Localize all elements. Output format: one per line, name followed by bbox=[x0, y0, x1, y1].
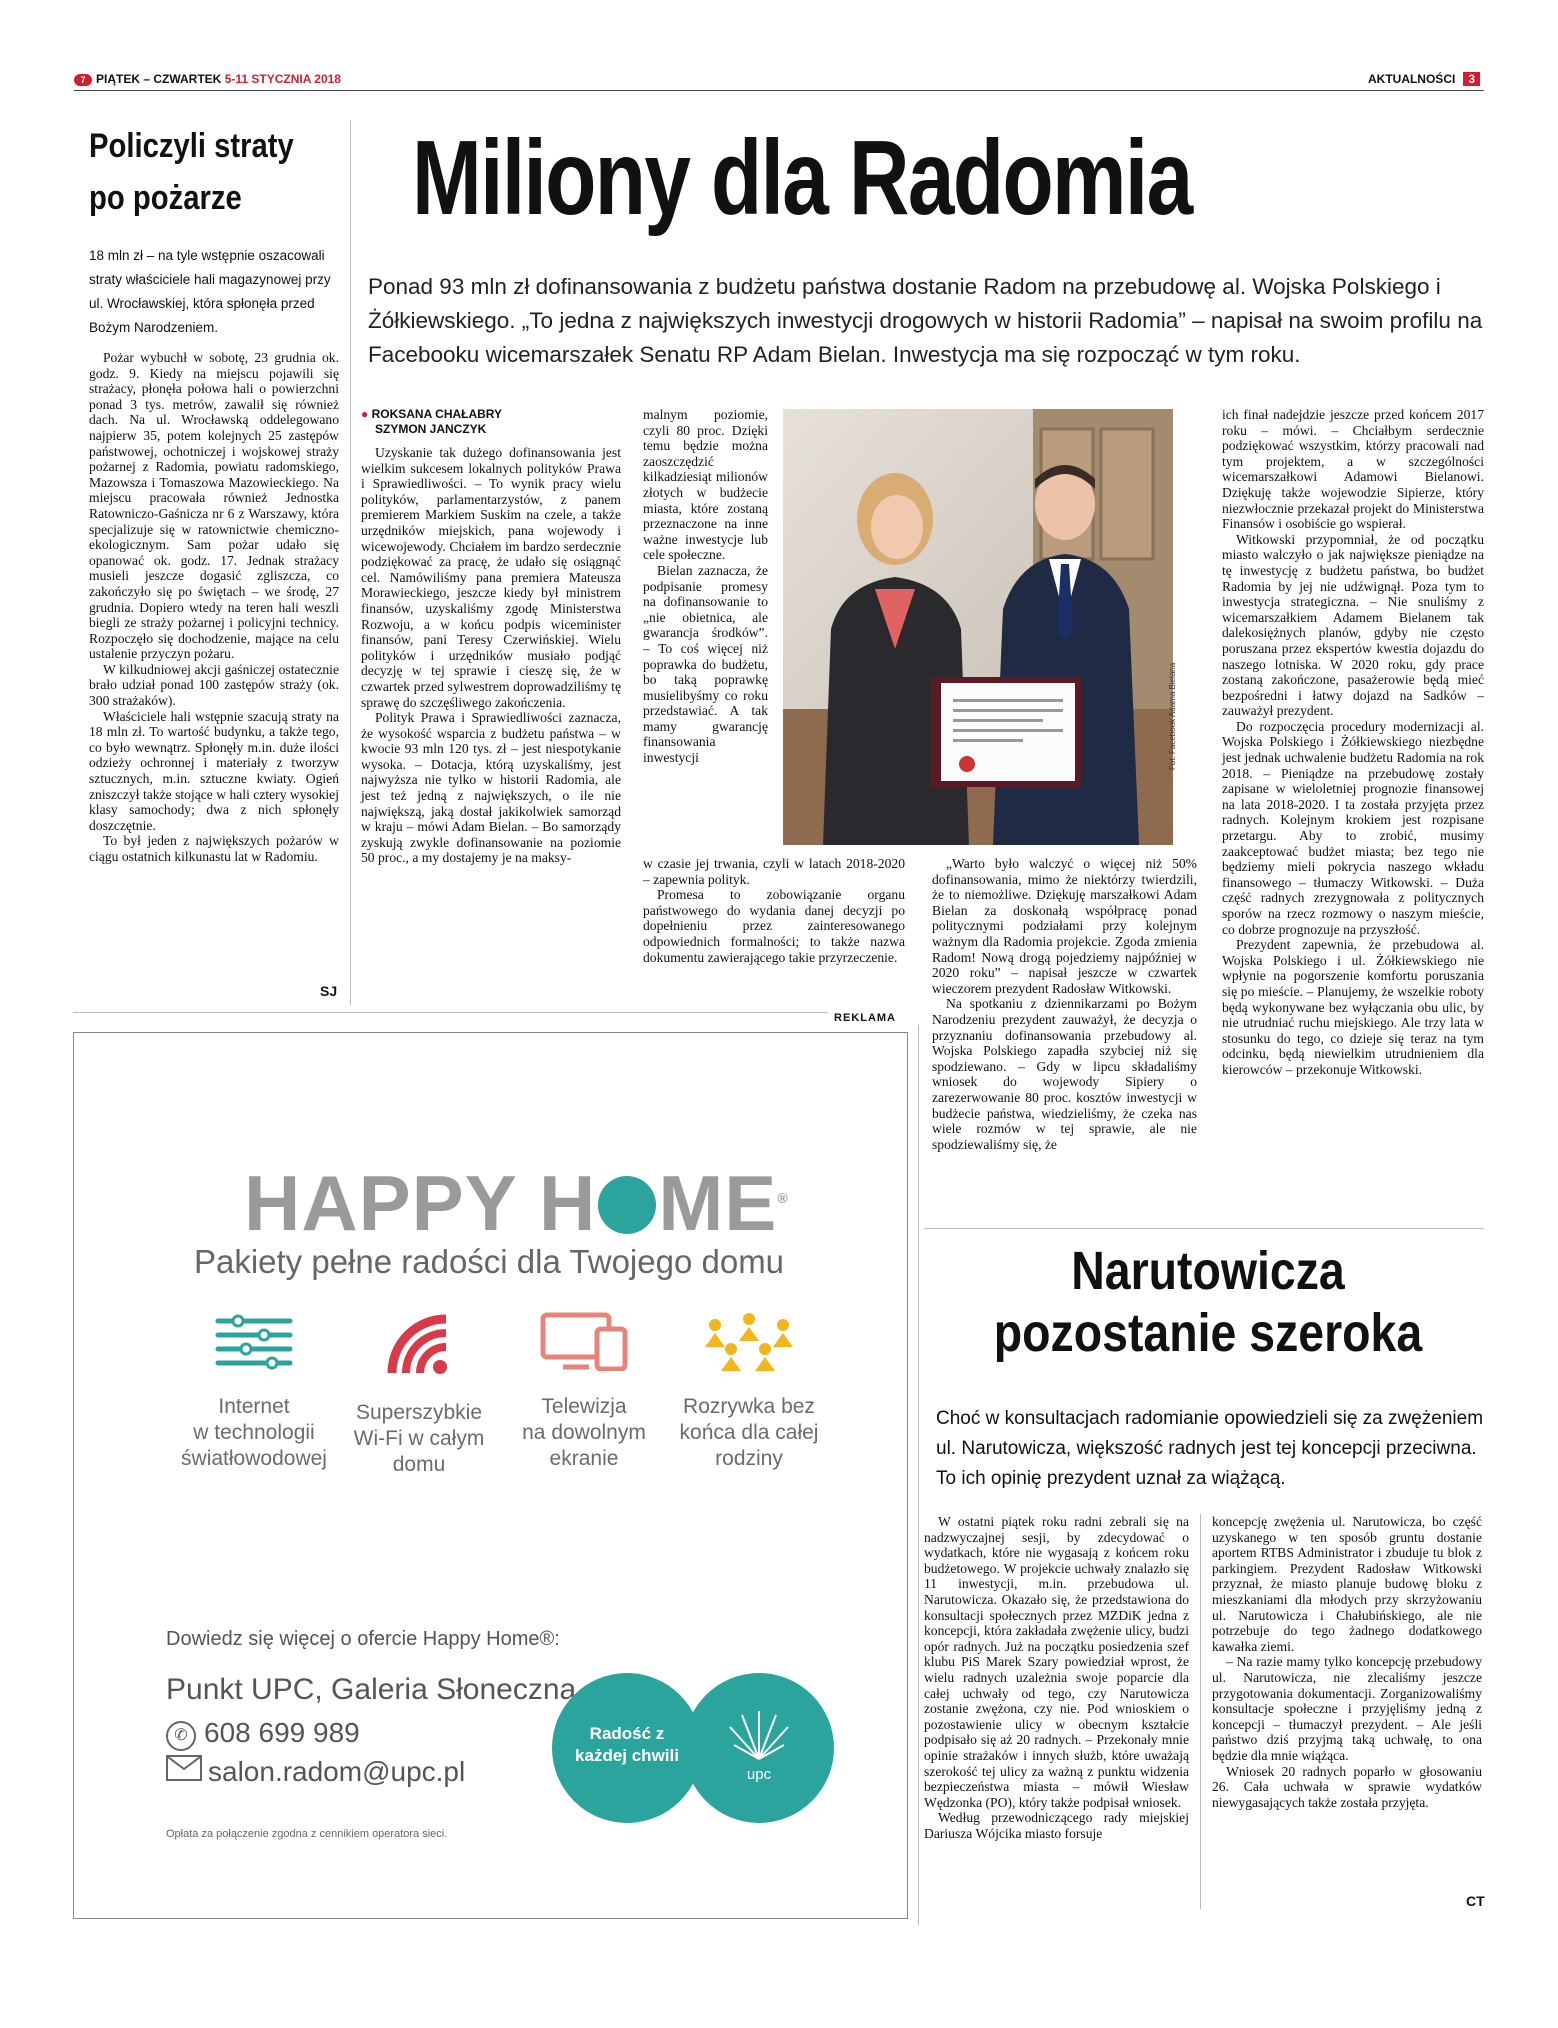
main-col-3 bbox=[932, 856, 1197, 1152]
ad-feature-wifi bbox=[339, 1311, 499, 1478]
narutowicza-col-2 bbox=[1212, 1514, 1482, 1810]
phone-number: 608 699 989 bbox=[204, 1717, 360, 1748]
main-lead: Ponad 93 mln zł dofinansowania z budżetu państwa dostanie Radom na przebudowę al. Wojska Polskiego i Żółkiewskiego. „To jedna z największych inwestycji drogowych w historii Radomia” – napisał na swoim profilu na Facebooku wicemarszałek Senatu RP Adam Bielan. Inwestycja ma się rozpocząć w tym roku. bbox=[368, 274, 1483, 367]
left-article-body bbox=[89, 350, 339, 865]
headline-line: Narutowicza bbox=[1071, 1241, 1345, 1301]
paragraph: W kilkudniowej akcji gaśniczej ostatecznie brało udział ponad 100 zastępów straży (ok. 300 strażaków). bbox=[89, 661, 339, 709]
paragraph: Na spotkaniu z dziennikarzami po Bożym Narodzeniu prezydent zauważył, że decyzja o przyznaniu dofinansowania przebudowy al. Wojska Polskiego zapadła szybciej niż się spodziewano. – Gdy w lipcu składaliśmy wniosek do wojewody Sipiery o zarezerwowanie 80 proc. kosztów inwestycji w budżecie państwa, wiedzieliśmy, że czeka nas wiele rozmów w tej sprawie, ale nie spodziewaliśmy się, że bbox=[932, 996, 1197, 1152]
article-separator-rule bbox=[924, 1228, 1484, 1229]
narutowicza-signature: CT bbox=[1466, 1893, 1485, 1909]
feature-line: światłowodowej bbox=[181, 1447, 327, 1470]
column-divider bbox=[1200, 1514, 1201, 1909]
paragraph: malnym poziomie, czyli 80 proc. Dzięki temu będzie można zaoszczędzić kilkadziesiąt milionów złotych w budżecie miasta, które zostaną przeznaczone na inne ważne inwestycje lub cele społeczne. bbox=[643, 407, 768, 563]
devices-icon bbox=[539, 1311, 629, 1371]
registered-mark: ® bbox=[777, 1190, 789, 1206]
paragraph: – Na razie mamy tylko koncepcję przebudowy ul. Narutowicza, nie zlecaliśmy jeszcze przygotowania dokumentacji. Zorganizowaliśmy konsultacje społeczne i przyjęliśmy jedną z koncepcji – tłumaczył prezydent. – Ale jeśli państwo dziś przyjmą taką uchwałę, to ona będzie dla mnie wiążąca. bbox=[1212, 1654, 1482, 1763]
brand-text-end: ME bbox=[658, 1159, 778, 1247]
paragraph: „Warto było walczyć o więcej niż 50% dofinansowania, mimo że niektórzy twierdzili, że to niemożliwe. Dziękuję marszałkowi Adam Bielan za doskonałą współpracę ponad politycznymi podziałami przy kolejnym ważnym dla Radomia projekcie. Zgoda zmienia Radom! Nową drogą pojedziemy najpóźniej w 2020 roku” – napisał jeszcze w czwartek wieczorem prezydent Radosław Witkowski. bbox=[932, 856, 1197, 996]
paragraph: Witkowski przypomniał, że od początku miasto walczyło o jak największe pieniądze na tę inwestycję z budżetu państwa, bo budżet Radomia by jej nie udźwignął. Poza tym to inwestycja strategiczna. – Nie snuliśmy z wicemarszałkiem Adamem Bielanem tak dalekosiężnych planów, gdyby nie często poruszana przez ekspertów kwestia dojazdu do naszego lotniska. W 2020 roku, gdy prace zostaną zakończone, pasażerowie będą mieć bezpośredni i łatwy dojazd na Sadków – zauważył prezydent. bbox=[1222, 531, 1484, 719]
feature-line: Internet bbox=[218, 1395, 290, 1418]
newspaper-logo: 7 bbox=[74, 74, 92, 86]
issue-date: 5-11 STYCZNIA 2018 bbox=[224, 72, 341, 86]
fiber-icon bbox=[214, 1311, 294, 1371]
header-rule bbox=[74, 90, 1484, 91]
feature-line: w technologii bbox=[193, 1421, 315, 1444]
phone-icon: ✆ bbox=[166, 1721, 196, 1751]
feature-line: ekranie bbox=[549, 1447, 619, 1470]
header-date-line bbox=[74, 72, 341, 86]
day-label: PIĄTEK – CZWARTEK bbox=[96, 72, 222, 86]
feature-line: Superszybkie bbox=[355, 1401, 483, 1424]
wifi-icon bbox=[384, 1311, 454, 1377]
section-header bbox=[1368, 72, 1480, 86]
left-article-title: Policzyli straty po pożarze bbox=[89, 127, 294, 217]
page-number: 3 bbox=[1463, 72, 1480, 86]
ad-feature-family bbox=[669, 1311, 829, 1472]
feature-line: domu bbox=[392, 1453, 446, 1476]
ad-store-location: Punkt UPC, Galeria Słoneczna bbox=[166, 1673, 577, 1706]
narutowicza-col-1 bbox=[924, 1514, 1189, 1841]
paragraph: Wniosek 20 radnych poparło w głosowaniu 26. Cała uchwała w sprawie wydatków niewygasających także została przyjęta. bbox=[1212, 1763, 1482, 1810]
feature-label bbox=[339, 1400, 499, 1478]
paragraph: Właściciele hali wstępnie szacują straty na 18 mln zł. To wartość budynku, a także tego, co było wewnątrz. Spłonęły m.in. duże ilości odzieży ochronnej i materiały z tworzyw sztucznych, m.in. sztuczne kwiaty. Ogień zniszczył także stojące w hali cztery wysokiej klasy samochody; dwa z nich spłonęły doszczętnie. bbox=[89, 708, 339, 833]
bullet-icon: ● bbox=[361, 407, 369, 421]
headline-line: pozostanie szeroka bbox=[993, 1303, 1423, 1363]
byline bbox=[361, 407, 502, 437]
feature-label bbox=[504, 1394, 664, 1472]
paragraph: W ostatni piątek roku radni zebrali się na nadzwyczajnej sesji, by zdecydować o wydatkach, które nie wygasają z końcem roku budżetowego. W projekcie uchwały znalazło się 11 inwestycji, m.in. przebudowa ul. Narutowicza. Okazało się, że przedstawiona do konsultacji społecznych przez MZDiK jedna z koncepcji, która zakładała zwężenie ulicy, budzi opór radnych. Już na początku posiedzenia szef klubu PiS Marek Szary powiedział wprost, że wielu radnych uzależnia swoje poparcie dla całej uchwały od tego, czy Narutowicza zostanie zwężona, czy nie. Pod wnioskiem o pozostawienie ulicy w obecnym kształcie podpisało się aż 20 radnych. – Przekonały mnie opinie strażaków i innych służb, które uważają szerokość tej ulicy za ważną z punktu widzenia bezpieczeństwa miasta – mówił Wiesław Wędzonka (PO), który także podpisał wniosek. bbox=[924, 1514, 1189, 1810]
photo-illustration bbox=[783, 409, 1173, 845]
feature-line: końca dla całej bbox=[679, 1421, 819, 1444]
article-photo bbox=[783, 409, 1173, 845]
paragraph: koncepcję zwężenia ul. Narutowicza, bo część uzyskanego w ten sposób gruntu dostanie aportem RTBS Administrator i zbuduje tu blok z parkingiem. Prezydent Radosław Witkowski przyznał, że miasto planuje budowę bloku z mieszkaniami dla młodych przy skrzyżowaniu ul. Narutowicza i Chałubińskiego, ale nie potrzebuje do tego żadnego dodatkowego kawałka ziemi. bbox=[1212, 1514, 1482, 1654]
main-col-1 bbox=[361, 445, 621, 866]
paragraph: Uzyskanie tak dużego dofinansowania jest wielkim sukcesem lokalnych polityków Prawa i Sprawiedliwości. – To wynik pracy wielu polityków, parlamentarzystów, z panem premierem Markiem Suskim na czele, a także urzędników miejskich, pana wojewody i wicewojewody. Chciałem im bardzo serdecznie podziękować za pracę, że udało się osiągnąć cel. Namówiliśmy pana premiera Mateusza Morawieckiego, jeszcze kiedy był ministrem finansów, uzyskaliśmy zgodę Ministerstwa Rozwoju, a w końcu podpis wiceminister finansów, pani Teresy Czerwińskiej. Wielu polityków i urzędników musiało podjąć decyzję w tej sprawie i cieszę się, że w czwartek przed sylwestrem doprowadziliśmy tę sprawę do szczęśliwego zakończenia. bbox=[361, 445, 621, 710]
people-icon bbox=[701, 1311, 797, 1371]
upc-logo-bubble bbox=[684, 1673, 834, 1823]
left-article-lead: 18 mln zł – na tyle wstępnie oszacowali straty właściciele hali magazynowej przy ul. Wrocławskiej, która spłonęła przed Bożym Narodzeniem. bbox=[89, 248, 331, 335]
ad-separator-rule bbox=[73, 1012, 828, 1013]
main-col-2-bottom bbox=[643, 856, 905, 965]
main-col-4 bbox=[1222, 407, 1484, 1078]
section-name: AKTUALNOŚCI bbox=[1367, 72, 1456, 86]
ad-phone[interactable] bbox=[166, 1717, 360, 1751]
paragraph: ich finał nadejdzie jeszcze przed końcem 2017 roku – mówi. – Chciałbym serdecznie podziękować wszystkim, którzy pracowali nad tym projektem, a w szczególności wicemarszałkowi Adamowi Bielanowi. Dziękuję także wojewodzie Sipierze, który niezwłocznie przekazał projekt do Ministerstwa Finansów i osobiście go wspierał. bbox=[1222, 407, 1484, 532]
ad-email[interactable] bbox=[166, 1755, 465, 1788]
ad-more-info: Dowiedz się więcej o ofercie Happy Home®: bbox=[166, 1628, 560, 1650]
column-divider bbox=[350, 120, 351, 1005]
ad-feature-internet bbox=[174, 1311, 334, 1472]
paragraph: To był jeden z największych pożarów w ciągu ostatnich kilkunastu lat w Radomiu. bbox=[89, 833, 339, 864]
paragraph: Pożar wybuchł w sobotę, 23 grudnia ok. godz. 9. Kiedy na miejscu pojawili się strażacy, płonęła połowa hali o powierzchni ponad 3 tys. metrów, zawalił się również dach. Na ul. Wrocławską oddelegowano najpierw 35, potem kolejnych 25 zastępów państwowej, ochotniczej i wojskowej straży pożarnej z Radomia, powiatu radomskiego, Mazowsza i Tomaszowa Mazowieckiego. Na miejscu pracowała również Jednostka Ratowniczo-Gaśnicza nr 6 z Warszawy, która specjalizuje się w ratownictwie chemiczno-ekologicznym. Sam pożar udało się opanować ok. godz. 17. Jednak strażacy musieli jeszcze dogasić zgliszcza, co zakończyło się po świętach – we środę, 27 grudnia. Dopiero wtedy na teren hali weszli biegli ze straży pożarnej i policyjni technicy. Rozpoczęło się dochodzenie, mające na celu ustalenie przyczyn pożaru. bbox=[89, 350, 339, 662]
ad-fine-print: Opłata za połączenie zgodna z cennikiem operatora sieci. bbox=[166, 1828, 448, 1840]
narutowicza-lead: Choć w konsultacjach radomianie opowiedzieli się za zwężeniem ul. Narutowicza, większość radnych jest tej koncepcji przeciwna. To ich opinię prezydent uznał za wiążącą. bbox=[936, 1408, 1484, 1489]
left-article-signature: SJ bbox=[320, 983, 338, 999]
advertisement[interactable] bbox=[73, 1032, 908, 1919]
brand-o-icon bbox=[598, 1176, 656, 1234]
paragraph: w czasie jej trwania, czyli w latach 2018-2020 – zapewnia polityk. bbox=[643, 856, 905, 887]
paragraph: Bielan zaznacza, że podpisanie promesy na dofinansowanie to „nie obietnica, ale gwarancja środków”. – To coś więcej niż poprawka do budżetu, bo taką poprawkę musielibyśmy co roku przedstawiać. A tak mamy gwarancję finansowania inwestycji bbox=[643, 562, 768, 766]
column-divider bbox=[918, 1025, 919, 1925]
author-1: ROKSANA CHAŁABRY bbox=[371, 407, 503, 421]
photo-credit: Fot. Facebook Adama Bielana bbox=[1168, 662, 1177, 770]
ad-brand-logo bbox=[244, 1158, 789, 1249]
email-address: salon.radom@upc.pl bbox=[208, 1756, 466, 1787]
main-col-2 bbox=[643, 407, 768, 766]
ad-label: REKLAMA bbox=[834, 1012, 896, 1024]
slogan-bubble bbox=[552, 1673, 702, 1823]
paragraph: Promesa to zobowiązanie organu państwowego do wydania danej decyzji po dopełnieniu przez zainteresowanego odpowiednich formalności; to także nazwa dokumentu zawierającego takie przyrzeczenie. bbox=[643, 887, 905, 965]
feature-line: Wi-Fi w całym bbox=[353, 1427, 485, 1450]
paragraph: Prezydent zapewnia, że przebudowa al. Wojska Polskiego i ul. Żółkiewskiego nie wpłynie na pogorszenie komfortu poruszania się po mieście. – Planujemy, że wszelkie roboty będą wykonywane bez wyłączania obu ulic, by nie utrudniać ruchu miejskiego. Ale trzy lata w stosunku do tego, co dzieje się teraz na tym odcinku, będą niewielkim utrudnieniem dla kierowców – przekonuje Witkowski. bbox=[1222, 937, 1484, 1077]
paragraph: Według przewodniczącego rady miejskiej Dariusza Wójcika miasto forsuje bbox=[924, 1810, 1189, 1841]
ad-tagline: Pakiety pełne radości dla Twojego domu bbox=[193, 1243, 785, 1280]
feature-line: na dowolnym bbox=[522, 1421, 646, 1444]
slogan-line: każdej chwili bbox=[575, 1746, 679, 1765]
narutowicza-headline bbox=[980, 1240, 1436, 1364]
author-2: SZYMON JANCZYK bbox=[375, 422, 487, 436]
ad-feature-tv bbox=[504, 1311, 664, 1472]
feature-label bbox=[174, 1394, 334, 1472]
paragraph: Do rozpoczęcia procedury modernizacji al. Wojska Polskiego i Żółkiewskiego niezbędne jest jednak uchwalenie budżetu Radomia na rok 2018. – Pieniądze na przebudowę zostały zapisane w wieloletniej prognozie finansowej na lata 2018-2020. I ta została przyjęta przez radnych. Kolejnym krokiem jest rozpisane przetargu. Aby to zrobić, musimy zaakceptować budżet miasta; bez tego nie będziemy mieli pokrycia naszego wkładu finansowego – tłumaczy Witkowski. – Duża część radnych zrezygnowała z politycznych sporów na rzecz rozmowy o naszym mieście, co dobrze prognozuje na przyszłość. bbox=[1222, 718, 1484, 937]
slogan-line: Radość z bbox=[589, 1724, 665, 1743]
upc-logo-icon bbox=[724, 1699, 794, 1769]
feature-label bbox=[669, 1394, 829, 1472]
envelope-icon bbox=[166, 1755, 202, 1781]
feature-line: rodziny bbox=[715, 1447, 783, 1470]
upc-label: upc bbox=[746, 1766, 772, 1783]
feature-line: Telewizja bbox=[541, 1395, 627, 1418]
feature-line: Rozrywka bez bbox=[683, 1395, 815, 1418]
paragraph: Polityk Prawa i Sprawiedliwości zaznacza, że wysokość wsparcia z budżetu państwa – w kwocie 93 mln 120 tys. zł – jest niespotykanie wysoka. – Dotacja, którą uzyskaliśmy, jest najwyższa nie tylko w historii Radomia, ale jest też jedną z największych, o ile nie największą, jaką dostał jakikolwiek samorząd w kraju – mówi Adam Bielan. – Bo samorządy zyskują zwykle dofinansowanie na poziomie 50 proc., a my dostajemy je na maksy- bbox=[361, 710, 621, 866]
brand-text: HAPPY H bbox=[244, 1159, 597, 1247]
main-headline: Miliony dla Radomia bbox=[412, 119, 1192, 237]
